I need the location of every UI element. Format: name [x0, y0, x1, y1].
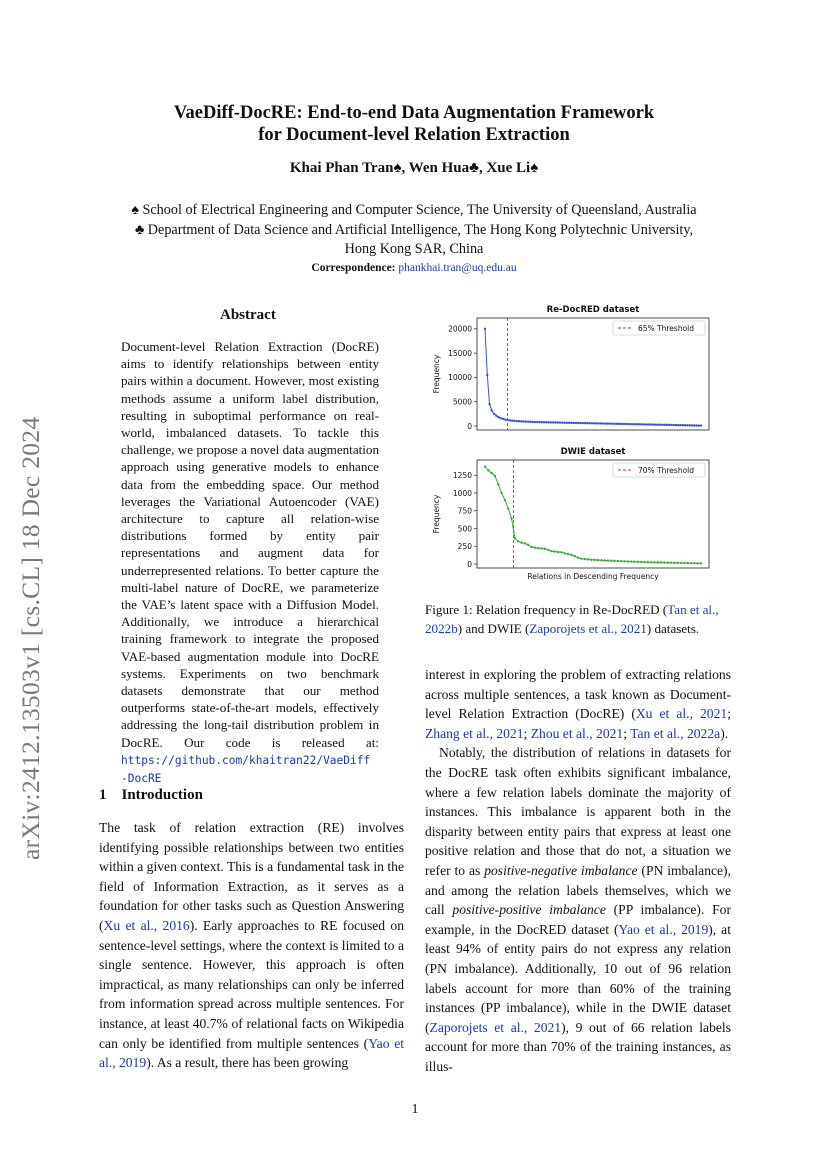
data-point — [502, 418, 504, 420]
body-text: ; — [727, 706, 731, 722]
body-text: Notably, the distribution of relations in datasets for the DocRE task often exhibits significant imbalance, where a few relation labels dominate the majority of instances. This imbalance is apparent both in the disparity between entity pairs that express at least one positive relation and those that do not, a situation we refer to as — [425, 745, 731, 878]
data-point — [510, 517, 512, 519]
intro-paragraph-1 — [99, 818, 404, 1073]
y-tick-label: 15000 — [448, 348, 472, 358]
data-point — [675, 424, 677, 426]
data-point — [650, 423, 652, 425]
data-point — [587, 558, 589, 560]
data-point — [564, 552, 566, 554]
data-point — [613, 423, 615, 425]
code-url-part-2[interactable]: -DocRE — [121, 772, 162, 786]
data-point — [650, 561, 652, 563]
data-point — [625, 423, 627, 425]
paper-title — [100, 102, 728, 146]
data-point — [504, 499, 506, 501]
data-point — [620, 560, 622, 562]
caption-text: ) datasets. — [646, 621, 700, 636]
affiliation-1: ♠ School of Electrical Engineering and Computer Science, The University of Queensland, Australia — [131, 202, 697, 218]
data-point — [673, 424, 675, 426]
data-point — [536, 421, 538, 423]
data-point — [579, 422, 581, 424]
arxiv-identifier: arXiv:2412.13503v1 [cs.CL] 18 Dec 2024 — [16, 416, 45, 860]
y-tick-label: 0 — [467, 559, 472, 569]
data-point — [623, 560, 625, 562]
data-point — [540, 547, 542, 549]
chart-title: DWIE dataset — [560, 447, 626, 457]
data-point — [527, 544, 529, 546]
data-point — [513, 420, 515, 422]
y-tick-label: 0 — [467, 421, 472, 431]
data-point — [641, 423, 643, 425]
data-point — [490, 472, 492, 474]
data-point — [509, 419, 511, 421]
data-point — [645, 423, 647, 425]
data-point — [627, 423, 629, 425]
data-point — [607, 422, 609, 424]
data-point — [586, 422, 588, 424]
data-point — [659, 424, 661, 426]
citation-link[interactable]: Zhou et al., 2021 — [530, 725, 624, 741]
correspondence-label: Correspondence: — [311, 262, 396, 274]
data-point — [597, 422, 599, 424]
data-point — [568, 422, 570, 424]
data-point — [493, 413, 495, 415]
y-axis-label: Frequency — [432, 354, 441, 394]
data-point — [663, 561, 665, 563]
data-point — [517, 540, 519, 542]
data-point — [577, 556, 579, 558]
figure-1-charts — [425, 300, 731, 592]
data-point — [532, 421, 534, 423]
body-text: (PN imbalance), and among the relation labels themselves, which we call — [425, 862, 731, 918]
data-point — [591, 422, 593, 424]
data-point — [541, 421, 543, 423]
data-point — [700, 424, 702, 426]
section-heading — [99, 787, 203, 804]
data-point — [629, 423, 631, 425]
data-point — [667, 561, 669, 563]
data-point — [534, 421, 536, 423]
title-line-1: VaeDiff-DocRE: End-to-end Data Augmentation Framework — [173, 103, 655, 123]
data-point — [495, 415, 497, 417]
data-point — [617, 560, 619, 562]
data-point — [633, 561, 635, 563]
data-point — [563, 421, 565, 423]
data-point — [640, 561, 642, 563]
intro-text: ). As a result, there has been growing — [146, 1055, 349, 1071]
dwie-chart — [432, 447, 709, 581]
data-point — [600, 422, 602, 424]
data-point — [663, 424, 665, 426]
data-point — [595, 422, 597, 424]
data-point — [670, 562, 672, 564]
body-text: ), at least 94% of entity pairs do not express any relation (PN imbalance). Additionally, 10 out of 96 relation labels account for more than 60% of the training instances (PP imbalance), while in the DWIE dataset ( — [425, 921, 731, 1035]
data-point — [637, 561, 639, 563]
body-text: (PP imbalance). For example, in the DocRED dataset ( — [425, 902, 731, 937]
data-point — [634, 423, 636, 425]
right-column-text — [425, 665, 731, 1076]
data-point — [567, 553, 569, 555]
data-point — [652, 423, 654, 425]
data-point — [657, 423, 659, 425]
data-point — [520, 541, 522, 543]
data-point — [557, 551, 559, 553]
data-point — [545, 421, 547, 423]
affiliation-2: ♣ Department of Data Science and Artificial Intelligence, The Hong Kong Polytechnic University, — [134, 221, 694, 238]
affiliations — [90, 201, 738, 260]
data-point — [497, 416, 499, 418]
data-point — [500, 492, 502, 494]
data-point — [597, 559, 599, 561]
legend-label: 65% Threshold — [638, 323, 695, 333]
data-point — [511, 419, 513, 421]
data-point — [507, 507, 509, 509]
data-point — [516, 420, 518, 422]
data-point — [618, 423, 620, 425]
body-text: ), 9 out of 66 relation labels account for more than 70% of the training instances, as illus- — [425, 1019, 731, 1074]
data-point — [677, 562, 679, 564]
data-point — [484, 328, 486, 330]
intro-paragraph-3 — [425, 743, 731, 1076]
chart-title: Re-DocRED dataset — [546, 305, 640, 315]
data-point — [616, 423, 618, 425]
data-point — [636, 423, 638, 425]
data-point — [547, 549, 549, 551]
data-point — [690, 562, 692, 564]
data-point — [534, 546, 536, 548]
data-point — [588, 422, 590, 424]
data-point — [603, 559, 605, 561]
data-point — [561, 421, 563, 423]
y-tick-label: 250 — [457, 542, 472, 552]
data-point — [668, 424, 670, 426]
data-point — [622, 423, 624, 425]
section-title: Introduction — [121, 787, 203, 803]
data-point — [529, 421, 531, 423]
citation-link[interactable]: Zaporojets et al., 2021 — [529, 621, 647, 636]
data-point — [660, 561, 662, 563]
data-point — [575, 422, 577, 424]
correspondence-email[interactable]: phankhai.tran@uq.edu.au — [398, 262, 517, 274]
affiliation-3: Hong Kong SAR, China — [344, 241, 484, 257]
data-point — [487, 469, 489, 471]
authors: Khai Phan Tran♠, Wen Hua♣, Xue Li♠ — [289, 160, 539, 176]
x-axis-label: Relations in Descending Frequency — [527, 572, 659, 581]
data-point — [524, 542, 526, 544]
data-point — [486, 374, 488, 376]
data-point — [570, 554, 572, 556]
data-point — [648, 423, 650, 425]
title-line-2: for Document-level Relation Extraction — [258, 125, 570, 145]
emphasis-term: positive-negative imbalance — [484, 862, 638, 878]
data-point — [570, 422, 572, 424]
figure-1-caption — [425, 600, 731, 638]
data-point — [559, 421, 561, 423]
correspondence — [100, 262, 728, 274]
data-point — [494, 475, 496, 477]
data-point — [544, 548, 546, 550]
data-point — [610, 560, 612, 562]
y-tick-label: 750 — [457, 506, 472, 516]
data-point — [677, 424, 679, 426]
y-tick-label: 5000 — [452, 397, 472, 407]
citation-link[interactable]: Yao et al., 2019 — [99, 1035, 404, 1071]
data-point — [632, 423, 634, 425]
data-point — [647, 561, 649, 563]
data-point — [604, 422, 606, 424]
page-number: 1 — [411, 1102, 419, 1117]
data-point — [484, 466, 486, 468]
data-point — [680, 562, 682, 564]
data-point — [698, 424, 700, 426]
data-point — [693, 562, 695, 564]
citation-link[interactable]: Xu et al., 2016 — [103, 917, 190, 933]
series-line — [485, 329, 701, 426]
data-point — [550, 550, 552, 552]
data-point — [584, 422, 586, 424]
data-point — [530, 546, 532, 548]
y-tick-label: 500 — [457, 524, 472, 534]
data-point — [525, 420, 527, 422]
data-point — [554, 550, 556, 552]
data-point — [613, 560, 615, 562]
emphasis-term: positive-positive imbalance — [452, 902, 606, 918]
data-point — [537, 547, 539, 549]
data-point — [550, 421, 552, 423]
data-point — [679, 424, 681, 426]
re-docred-chart — [432, 305, 709, 431]
data-point — [504, 418, 506, 420]
data-point — [582, 422, 584, 424]
data-point — [653, 561, 655, 563]
data-point — [497, 483, 499, 485]
data-point — [696, 562, 698, 564]
data-point — [566, 422, 568, 424]
y-tick-label: 10000 — [448, 373, 472, 383]
data-point — [602, 422, 604, 424]
data-point — [552, 421, 554, 423]
data-point — [654, 423, 656, 425]
data-point — [543, 421, 545, 423]
intro-paragraph-2 — [425, 665, 731, 743]
intro-text: ). Early approaches to RE focused on sentence-level settings, where the context is limited to a single sentence. However, this approach is often impractical, as many relationships can only be inferred from information spread across multiple sentences. For instance, at least 40.7% of relational facts on Wikipedia can only be identified from multiple sentences ( — [99, 917, 404, 1051]
data-point — [682, 424, 684, 426]
data-point — [607, 559, 609, 561]
legend-label: 70% Threshold — [638, 465, 695, 475]
data-point — [577, 422, 579, 424]
series-line — [485, 467, 701, 564]
data-point — [593, 559, 595, 561]
caption-text: ) and DWIE ( — [457, 621, 530, 636]
data-point — [491, 409, 493, 411]
abstract-heading: Abstract — [220, 307, 276, 323]
data-point — [547, 421, 549, 423]
data-point — [666, 424, 668, 426]
data-point — [683, 562, 685, 564]
body-text: ). — [720, 725, 729, 741]
body-text: ; — [623, 725, 631, 741]
abstract-body — [121, 338, 379, 787]
y-tick-label: 1000 — [452, 488, 472, 498]
data-point — [538, 421, 540, 423]
data-point — [688, 424, 690, 426]
code-url-part-1[interactable]: https://github.com/khaitran22/VaeDiff — [121, 753, 371, 767]
data-point — [593, 422, 595, 424]
data-point — [500, 417, 502, 419]
citation-link[interactable]: Tan et al., 2022b — [425, 602, 719, 636]
data-point — [686, 424, 688, 426]
data-point — [520, 420, 522, 422]
y-tick-label: 1250 — [452, 471, 472, 481]
data-point — [630, 560, 632, 562]
y-axis-label: Frequency — [432, 494, 441, 534]
citation-link[interactable]: Zaporojets et al., 2021 — [429, 1019, 562, 1035]
data-point — [691, 424, 693, 426]
caption-text: Figure 1: Relation frequency in Re-DocRED ( — [425, 602, 668, 617]
citation-link[interactable]: Tan et al., 2022a — [630, 725, 721, 741]
data-point — [643, 561, 645, 563]
data-point — [695, 424, 697, 426]
section-number: 1 — [99, 787, 107, 803]
data-point — [670, 424, 672, 426]
data-point — [554, 421, 556, 423]
data-point — [583, 558, 585, 560]
citation-link[interactable]: Xu et al., 2021 — [635, 706, 728, 722]
data-point — [574, 555, 576, 557]
data-point — [522, 420, 524, 422]
body-text: ; — [523, 725, 531, 741]
body-text: interest in exploring the problem of extracting relations across multiple sentences, a task known as Document-level Relation Extraction (DocRE) ( — [425, 667, 731, 722]
data-point — [687, 562, 689, 564]
data-point — [514, 537, 516, 539]
data-point — [488, 403, 490, 405]
data-point — [661, 424, 663, 426]
data-point — [609, 422, 611, 424]
data-point — [600, 559, 602, 561]
citation-link[interactable]: Yao et al., 2019 — [618, 921, 709, 937]
citation-link[interactable]: Zhang et al., 2021 — [425, 725, 524, 741]
data-point — [590, 559, 592, 561]
data-point — [527, 421, 529, 423]
data-point — [518, 420, 520, 422]
data-point — [572, 422, 574, 424]
data-point — [580, 557, 582, 559]
data-point — [657, 561, 659, 563]
data-point — [700, 562, 702, 564]
data-point — [673, 562, 675, 564]
data-point — [620, 423, 622, 425]
data-point — [560, 551, 562, 553]
abstract-text: Document-level Relation Extraction (DocRE) aims to identify relationships between entity pairs within a document. However, most existing methods assume a uniform label distribution, resulting in suboptimal performance on real-world, imbalanced datasets. To tackle this challenge, we propose a novel data augmentation approach using generative models to enhance data from the embedding space. Our method leverages the Variational Autoencoder (VAE) architecture to capture all relation-wise distributions formed by entity pair representations and augment data for underrepresented relations. To better capture the multi-label nature of DocRE, we parameterize the VAE’s latent space with a Diffusion Model. Additionally, we introduce a hierarchical training framework to integrate the proposed VAE-based augmentation module into DocRE systems. Experiments on two benchmark datasets demonstrate that our method outperforms state-of-the-art models, effectively addressing the long-tail distribution problem in DocRE. Our code is released at: — [121, 339, 379, 750]
intro-text: The task of relation extraction (RE) involves identifying possible relationships between two entities within a given context. This is a fundamental task in the field of Information Extraction, as it serves as a foundation for other tasks such as Question Answering ( — [99, 820, 404, 933]
data-point — [693, 424, 695, 426]
y-tick-label: 20000 — [448, 324, 472, 334]
data-point — [638, 423, 640, 425]
data-point — [557, 421, 559, 423]
data-point — [684, 424, 686, 426]
data-point — [627, 560, 629, 562]
data-point — [611, 423, 613, 425]
data-point — [643, 423, 645, 425]
